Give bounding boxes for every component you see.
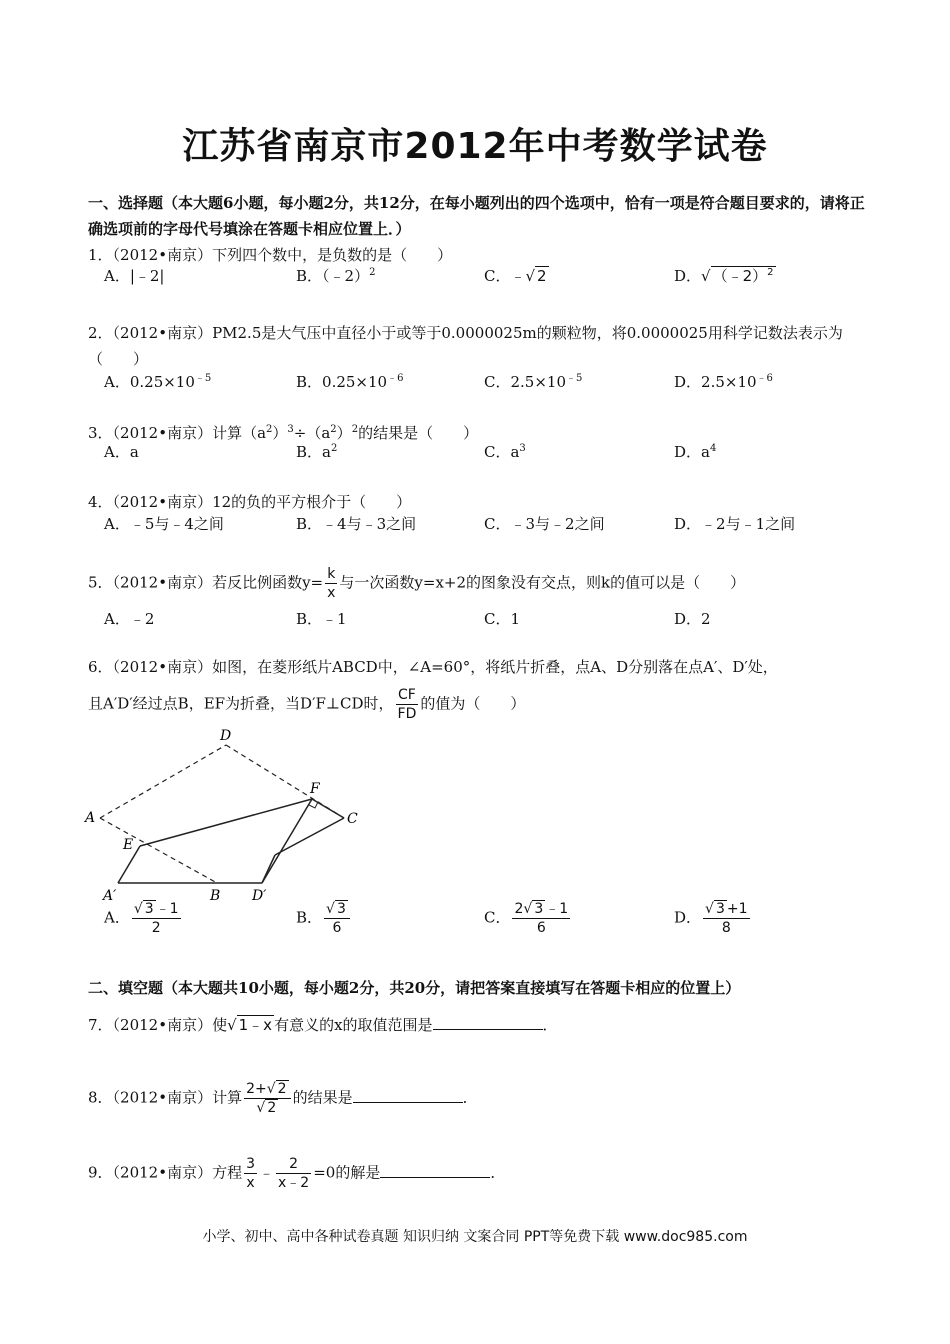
q6-fraction: $\frac{CF}{FD}$ (397, 687, 417, 722)
q4-option-c: C．﹣3与﹣2之间 (484, 515, 605, 533)
q3-options (104, 441, 884, 467)
q3-option-c: C．$a^3$ (484, 443, 526, 461)
q1-option-c: C．﹣√ 2 (484, 267, 547, 285)
label-c: C (347, 811, 358, 827)
q5-option-d: D．2 (674, 610, 711, 628)
q4-options (104, 513, 884, 539)
q7-answer-blank[interactable] (433, 1014, 543, 1030)
label-d: D (220, 728, 232, 744)
q4-option-b: B．﹣4与﹣3之间 (296, 515, 417, 533)
q6-option-d: D． $\frac{√ 3 +1}{8}$ (674, 901, 748, 936)
q5-option-b: B．﹣1 (296, 610, 347, 628)
q2-option-a: A．$0.25\times 10^{﹣5}$ (104, 373, 212, 391)
label-a: A (85, 810, 96, 826)
question-5: 5．（2012•南京）若反比例函数y= $\frac{k}{x}$ 与一次函数y=x+2的图象没有交点，则k的值可以是（ ） (88, 566, 746, 601)
q2-option-d: D．$2.5\times 10^{﹣6}$ (674, 373, 773, 391)
section-2-heading: 二、填空题（本大题共10小题，每小题2分，共20分，请把答案直接填写在答题卡相应的位置上） (88, 979, 741, 997)
q5-option-c: C．1 (484, 610, 521, 628)
section-1-heading: 一、选择题（本大题6小题，每小题2分，共12分，在每小题列出的四个选项中，恰有一项是符合题目要求的，请将正确选项前的字母代号填涂在答题卡相应位置上．） (88, 194, 865, 238)
q6-options (104, 900, 884, 950)
q6-option-c: C． $\frac{2√ 3 ﹣1}{6}$ (484, 901, 569, 936)
label-b: B (210, 888, 221, 904)
q6-option-a: A． $\frac{√ 3 ﹣1}{2}$ (104, 901, 179, 936)
q5-option-a: A．﹣2 (104, 610, 155, 628)
label-a-prime: A′ (103, 888, 117, 904)
question-6-line-2: 且A′D′经过点B，EF为折叠，当D′F⊥CD时， $\frac{CF}{FD}$ 的值为（ ） (88, 687, 526, 722)
q1-options (104, 265, 884, 291)
q6-option-b: B． $\frac{√ 3}{6}$ (296, 900, 352, 937)
q4-option-a: A．﹣5与﹣4之间 (104, 515, 224, 533)
q3-option-b: B．$a^2$ (296, 443, 338, 461)
q2-options (104, 369, 884, 395)
q8-fraction: $\frac{2+√ 2}{√ 2}$ (244, 1080, 290, 1117)
question-1: 1．（2012•南京）下列四个数中，是负数的是（ ） (88, 246, 453, 264)
q3-option-a: A．a (104, 443, 139, 461)
rhombus-fold-figure (80, 725, 380, 905)
q1-option-a: A．|﹣2| (104, 267, 165, 285)
q2-option-b: B．$0.25\times 10^{﹣6}$ (296, 373, 404, 391)
q5-options (104, 608, 884, 634)
question-9: 9．（2012•南京）方程 $\frac{3}{x}$ ﹣ $\frac{2}{x﹣2}$ =0的解是 ． (88, 1156, 506, 1191)
footer-note: 小学、初中、高中各种试卷真题 知识归纳 文案合同 PPT等免费下载 www.doc985.com (202, 1229, 748, 1245)
label-d-prime: D′ (252, 888, 267, 904)
question-7: 7．（2012•南京）使√ 1﹣x 有意义的x的取值范围是 ． (88, 1016, 558, 1034)
label-f: F (310, 781, 320, 797)
question-6-line-1: 6．（2012•南京）如图，在菱形纸片ABCD中，∠A=60°，将纸片折叠，点A、D分别落在点A′、D′处， (88, 658, 778, 676)
q4-option-d: D．﹣2与﹣1之间 (674, 515, 796, 533)
question-2: 2．（2012•南京）PM2.5是大气压中直径小于或等于0.0000025m的颗粒物，将0.0000025用科学记数法表示为（ ） (88, 324, 843, 368)
page-title: 江苏省南京市2012年中考数学试卷 (182, 126, 768, 167)
q3-option-d: D．$a^4$ (674, 443, 717, 461)
q1-option-b: B．（﹣2）$^2$ (296, 267, 376, 285)
label-e: E (123, 837, 134, 853)
question-8: 8．（2012•南京）计算 $\frac{2+√ 2}{√ 2}$ 的结果是 ． (88, 1081, 478, 1116)
q9-answer-blank[interactable] (380, 1162, 490, 1178)
q1-option-d: D．√ （﹣2）$^2$ (674, 267, 774, 285)
q5-fraction: $\frac{k}{x}$ (327, 566, 336, 601)
question-3: 3．（2012•南京）计算$(a^2)^3\div(a^2)^2$的结果是（ ） (88, 424, 479, 442)
q8-answer-blank[interactable] (353, 1087, 463, 1103)
q2-option-c: C．$2.5\times 10^{﹣5}$ (484, 373, 583, 391)
question-4: 4．（2012•南京）12的负的平方根介于（ ） (88, 493, 412, 511)
